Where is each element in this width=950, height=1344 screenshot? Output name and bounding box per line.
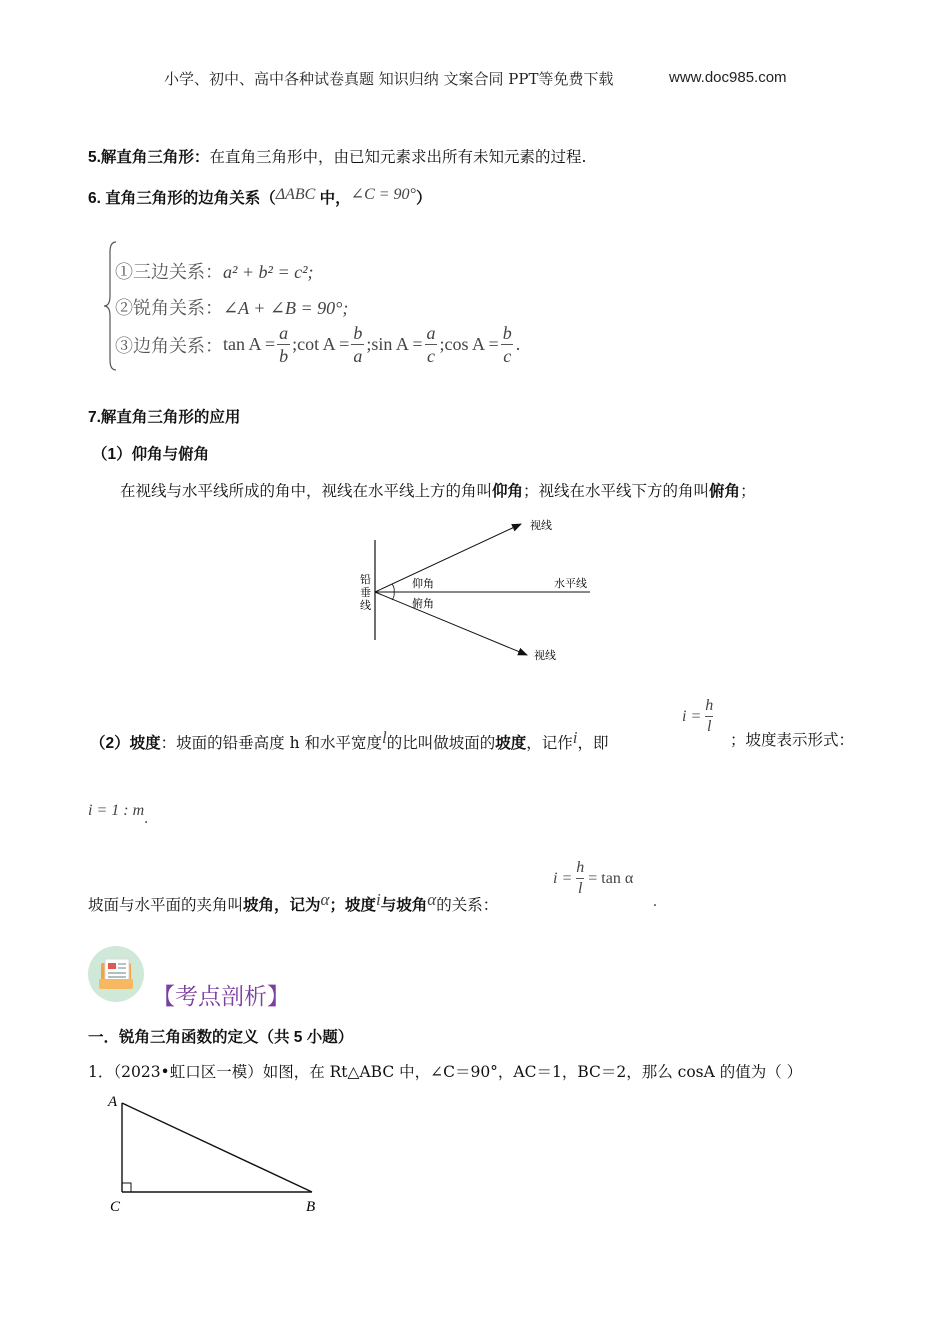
vertical-label-3: 线 <box>360 600 371 612</box>
angle-h: h <box>576 859 585 876</box>
sin-label: sin A = <box>371 334 423 354</box>
section-6-triangle: ΔABC <box>275 186 316 203</box>
sin-num: a <box>426 323 436 343</box>
angle-end: . <box>653 893 657 910</box>
slope-term-2: 坡度 <box>495 735 527 752</box>
sep-3: ; <box>439 334 445 354</box>
sight-label-down: 视线 <box>534 650 556 662</box>
header-site-link[interactable]: www.doc985.com <box>669 69 787 86</box>
angle-text-e: 与坡角 <box>380 897 428 914</box>
slope-i-eq: i = <box>682 707 702 725</box>
slope-paragraph <box>90 728 609 753</box>
angle-tan-eq: = tan α <box>588 869 634 887</box>
cos-num: b <box>502 323 512 343</box>
slope-angle-term: 坡角 <box>243 897 275 914</box>
section-6-close: ） <box>415 190 432 207</box>
vertical-label-2: 垂 <box>360 587 371 599</box>
slope-h: h <box>705 697 714 714</box>
cot-fraction <box>351 324 364 365</box>
section-7-title: 7.解直角三角形的应用 <box>88 409 241 426</box>
angle-fraction <box>574 860 586 897</box>
cos-fraction <box>501 324 514 365</box>
relation-side-angle-label: ③边角关系： <box>115 335 223 357</box>
depression-label: 俯角 <box>412 598 434 610</box>
angle-text-a: 坡面与水平面的夹角叫 <box>88 896 244 914</box>
relations-block <box>115 258 615 378</box>
cot-label: cot A = <box>297 334 350 354</box>
slope-angle-paragraph <box>88 890 498 915</box>
sight-line-down <box>375 592 527 655</box>
angle-text-c: ，记为 <box>274 897 321 914</box>
slope-l: l <box>381 728 387 747</box>
subsection-1-title: （1）仰角与俯角 <box>92 446 210 463</box>
angle-i: i <box>376 890 381 909</box>
cos-den: c <box>503 346 512 366</box>
slope-text-d: ，即 <box>577 734 609 752</box>
header-text: 小学、初中、高中各种试卷真题 知识归纳 文案合同 PPT等免费下载 <box>164 70 614 88</box>
topic-1-title: 一．锐角三角函数的定义（共 5 小题） <box>88 1029 354 1046</box>
slope-text-b: 的比叫做坡面的 <box>386 734 496 752</box>
vertex-c: C <box>110 1199 121 1215</box>
slope-ratio <box>88 800 148 828</box>
cot-den: a <box>353 346 363 366</box>
relations-end: . <box>515 334 521 354</box>
slope-angle-formula <box>553 860 633 897</box>
angle-i-eq: i = <box>553 869 573 887</box>
angle-alpha-1: α <box>320 890 330 909</box>
subsection-2-title: （2） <box>90 735 130 752</box>
slope-ratio-expr: i = 1 : m <box>88 802 145 819</box>
slope-definition-formula <box>682 698 717 735</box>
sight-label-up: 视线 <box>530 520 552 532</box>
tan-fraction <box>277 324 290 365</box>
slope-text-c: ，记作 <box>526 734 573 752</box>
relation-sides-expr: a² + b² = c²; <box>223 262 314 282</box>
angle-l: l <box>578 880 583 897</box>
section-6-mid: 中， <box>315 190 351 207</box>
question-1-text: 1．（2023•虹口区一模）如图，在 Rt△ABC 中，∠C＝90°，AC＝1，BC＝2，那么 cosA 的值为（ ） <box>88 1063 803 1081</box>
angle-alpha-2: α <box>427 890 437 909</box>
sin-fraction <box>425 324 438 365</box>
slope-fraction <box>703 698 715 735</box>
sep-1: ; <box>292 334 298 354</box>
elevation-text-a: 在视线与水平线所成的角中，视线在水平线上方的角叫 <box>120 482 493 500</box>
horizontal-label: 水平线 <box>554 578 587 590</box>
vertex-a: A <box>108 1094 118 1110</box>
sep-2: ; <box>366 334 372 354</box>
slope-text-a: ：坡面的铅垂高度 h 和水平宽度 <box>160 734 382 752</box>
relation-angles <box>115 294 348 320</box>
elevation-arc <box>392 584 394 592</box>
relation-sides <box>115 258 313 284</box>
document-icon <box>87 945 145 1003</box>
angle-text-d: ；坡度 <box>329 897 376 914</box>
side-ab <box>122 1103 312 1192</box>
section-6-title <box>88 184 431 208</box>
elevation-text-c: ；视线在水平线下方的角叫 <box>523 482 710 500</box>
section-5 <box>88 145 586 167</box>
elevation-term: 仰角 <box>492 483 524 500</box>
section-6-prefix: 6. 直角三角形的边角关系（ <box>88 190 276 207</box>
slope-i: i <box>572 728 578 747</box>
tan-num: a <box>279 323 289 343</box>
slope-ratio-end: . <box>144 810 149 827</box>
cos-label: cos A = <box>444 334 499 354</box>
cot-num: b <box>353 323 363 343</box>
vertex-b: B <box>306 1199 316 1215</box>
vertical-label-1: 铅 <box>360 574 371 586</box>
elevation-text-e: ； <box>740 482 756 500</box>
right-angle-mark <box>122 1183 131 1192</box>
slope-term: 坡度 <box>129 735 161 752</box>
section-5-body: 在直角三角形中，由已知元素求出所有未知元素的过程. <box>209 148 587 166</box>
elevation-depression-diagram <box>340 510 620 670</box>
section-5-title: 5.解直角三角形： <box>88 149 210 166</box>
relation-side-angle <box>115 324 520 365</box>
sight-line-up <box>375 524 521 592</box>
sin-den: c <box>427 346 436 366</box>
elevation-paragraph <box>120 479 756 501</box>
elevation-label: 仰角 <box>412 578 434 590</box>
kaodian-title: 【考点剖析】 <box>152 984 290 1010</box>
triangle-figure <box>100 1085 340 1220</box>
relation-angles-label: ②锐角关系： <box>115 298 223 319</box>
slope-text-e: ；坡度表示形式： <box>730 731 855 749</box>
relation-angles-expr: ∠A + ∠B = 90°; <box>223 298 349 318</box>
angle-text-f: 的关系： <box>436 896 499 914</box>
tan-label: tan A = <box>223 334 276 354</box>
tan-den: b <box>279 346 289 366</box>
relation-sides-label: ①三边关系： <box>115 262 223 283</box>
section-6-angle: ∠C = 90° <box>350 186 416 203</box>
depression-term: 俯角 <box>709 483 741 500</box>
slope-l-den: l <box>707 718 712 735</box>
